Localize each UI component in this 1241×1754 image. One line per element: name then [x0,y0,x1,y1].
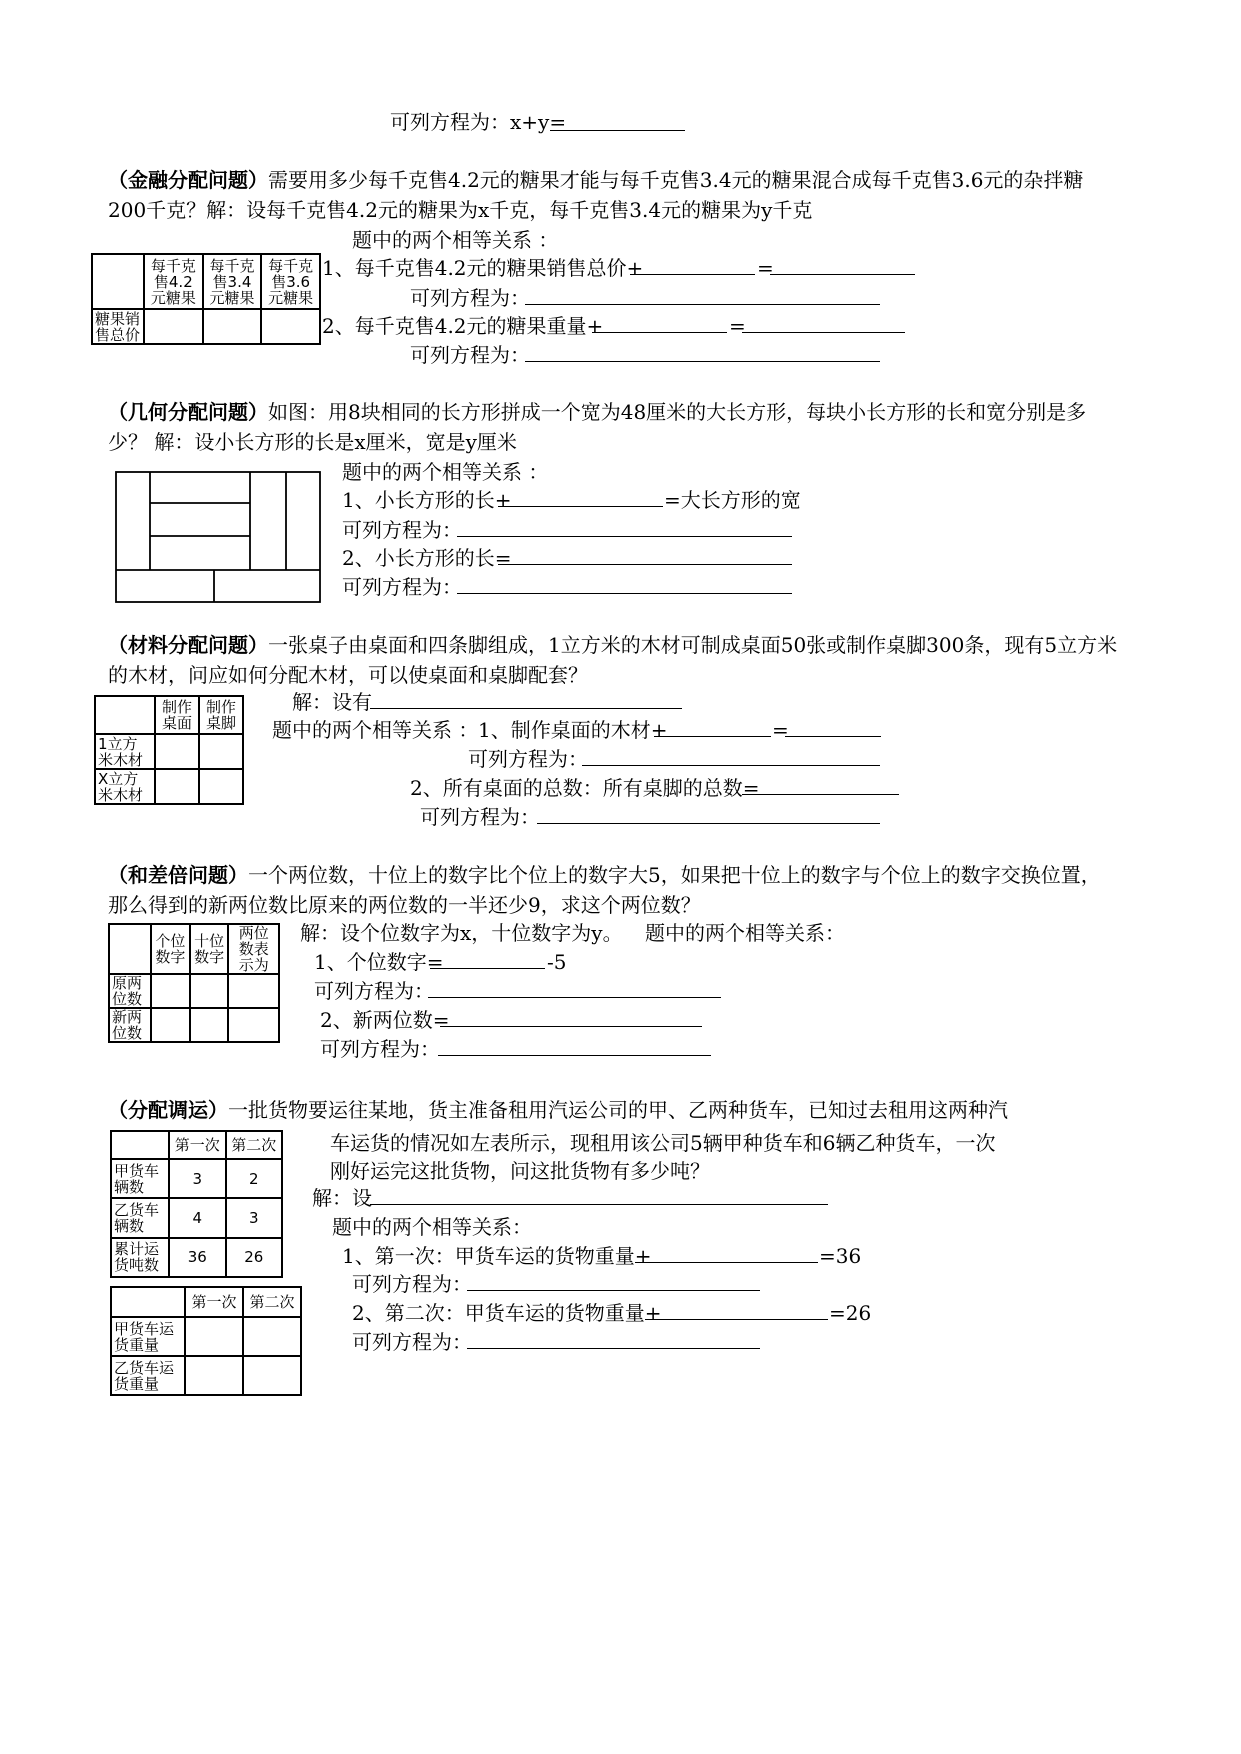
answer-blank[interactable] [440,1026,702,1027]
table-cell: 3 [226,1198,283,1237]
table-row-label: X立方米木材 [95,769,155,804]
solution-prompt: 解：设有 [292,690,372,714]
answer-blank[interactable] [467,1348,760,1349]
problem-tag: （金融分配问题） [108,168,268,192]
answer-blank[interactable] [370,1204,828,1205]
answer-blank[interactable] [430,968,545,969]
equation-prompt: 可列方程为： [342,518,462,542]
problem-text: 需要用多少每千克售4.2元的糖果才能与每千克售3.4元的糖果混合成每千克售3.6元的杂拌糖200千克？解：设每千克售4.2元的糖果为x千克，每千克售3.4元的糖果为y千克 [108,168,1084,222]
problem-tag: （和差倍问题） [108,863,248,887]
table-header: 每千克售4.2元糖果 [144,254,203,309]
equals-sign: = [772,718,789,742]
table-row-label: 乙货车运货重量 [111,1356,185,1395]
table-row-label: 乙货车辆数 [111,1198,169,1237]
equals-sign: = [729,314,746,338]
answer-blank[interactable] [525,304,880,305]
answer-blank[interactable] [785,736,881,737]
relation-2: 2、所有桌面的总数：所有桌脚的总数= [410,776,760,800]
equation-prompt: 可列方程为： [352,1330,472,1354]
answer-blank[interactable] [770,274,915,275]
table-cell[interactable] [144,309,203,344]
table-header: 第一次 [185,1287,243,1317]
table-corner [111,1131,169,1159]
answer-blank[interactable] [438,1055,711,1056]
table-cell[interactable] [243,1317,301,1356]
table-header: 个位数字 [151,924,190,974]
table-row-label: 新两位数 [109,1008,151,1042]
answer-blank[interactable] [550,130,685,131]
table-cell[interactable] [190,1008,229,1042]
table-corner [109,924,151,974]
problem-tag: （分配调运） [108,1098,228,1122]
table-cell[interactable] [155,734,199,769]
answer-blank[interactable] [457,536,792,537]
table-cell: 4 [169,1198,226,1237]
table-cell: 3 [169,1159,226,1198]
relation-1-rhs: =大长方形的宽 [664,488,801,512]
equation-prompt: 可列方程为： [410,343,530,367]
table-cell[interactable] [185,1356,243,1395]
table-cell[interactable] [203,309,262,344]
answer-blank[interactable] [428,997,721,998]
equation-prompt: 可列方程为： [352,1272,472,1296]
problem-finance [108,165,1118,225]
table-header: 制作桌面 [155,696,199,734]
table-cell[interactable] [151,1008,190,1042]
relation-1: 1、第一次：甲货车运的货物重量+ [342,1244,652,1268]
candy-table [91,253,321,345]
table-header: 第二次 [243,1287,301,1317]
problem-tag: （材料分配问题） [108,633,268,657]
table-header: 制作桌脚 [199,696,243,734]
relations-heading: 题中的两个相等关系 ： [342,460,549,484]
table-cell[interactable] [199,734,243,769]
answer-blank[interactable] [742,794,899,795]
problem-text: 如图：用8块相同的长方形拼成一个宽为48厘米的大长方形，每块小长方形的长和宽分别是多少？ 解：设小长方形的长是x厘米，宽是y厘米 [108,400,1087,454]
table-cell: 2 [226,1159,283,1198]
table-header: 十位数字 [190,924,229,974]
table-header: 两位数表示为 [228,924,279,974]
answer-blank[interactable] [630,274,755,275]
table-row-label: 累计运货吨数 [111,1238,169,1277]
table-cell[interactable] [261,309,320,344]
relation-2-rhs: =26 [829,1301,872,1325]
table-cell[interactable] [185,1317,243,1356]
relation-1: 1、个位数字= [314,950,444,974]
relation-1: 1、小长方形的长+ [342,488,512,512]
table-row-label: 甲货车运货重量 [111,1317,185,1356]
table-header: 每千克售3.6元糖果 [261,254,320,309]
problem-text-line2: 车运货的情况如左表所示，现租用该公司5辆甲种货车和6辆乙种货车，一次 [330,1131,996,1155]
relations-heading: 题中的两个相等关系 ： [352,228,559,252]
problem-digits [108,860,1118,920]
relation-1: 1、制作桌面的木材+ [478,718,668,742]
table-cell[interactable] [199,769,243,804]
table-cell: 26 [226,1238,283,1277]
rectangle-figure [114,470,324,605]
answer-blank[interactable] [457,593,792,594]
answer-blank[interactable] [645,1319,828,1320]
problem-transport [108,1095,1008,1125]
table-cell[interactable] [243,1356,301,1395]
relations-heading: 题中的两个相等关系： [645,921,845,945]
material-table [94,695,244,805]
truck-weight-table [110,1286,302,1396]
relation-1-rhs: -5 [547,950,567,974]
solution-prompt: 解：设 [312,1186,372,1210]
table-corner [111,1287,185,1317]
table-row-label: 糖果销售总价 [92,309,144,344]
equation-prompt: 可列方程为： [410,286,530,310]
relations-heading: 题中的两个相等关系 ： [272,718,479,742]
equation-prompt: 可列方程为： [320,1037,440,1061]
table-cell: 36 [169,1238,226,1277]
relation-2: 2、新两位数= [320,1008,450,1032]
table-cell[interactable] [151,974,190,1008]
digits-table [108,923,280,1043]
truck-history-table [110,1130,283,1278]
relation-2: 2、第二次：甲货车运的货物重量+ [352,1301,662,1325]
answer-blank[interactable] [582,765,880,766]
answer-blank[interactable] [635,1262,818,1263]
problem-tag: （几何分配问题） [108,400,268,424]
table-corner [92,254,144,309]
answer-blank[interactable] [498,506,663,507]
relation-2: 2、每千克售4.2元的糖果重量+ [322,314,604,338]
table-header: 第一次 [169,1131,226,1159]
answer-blank[interactable] [742,332,905,333]
table-cell[interactable] [228,974,279,1008]
answer-blank[interactable] [467,1290,760,1291]
equals-sign: = [757,256,774,280]
problem-text: 一批货物要运往某地，货主准备租用汽运公司的甲、乙两种货车，已知过去租用这两种汽 [228,1098,1008,1122]
equation-prompt: 可列方程为： [468,747,588,771]
problem-material [108,630,1118,690]
equation-prompt: 可列方程为： [420,805,540,829]
table-cell[interactable] [190,974,229,1008]
table-row-label: 1立方米木材 [95,734,155,769]
table-cell[interactable] [228,1008,279,1042]
problem-text: 一张桌子由桌面和四条脚组成，1立方米的木材可制成桌面50张或制作桌脚300条，现有5立方米的木材，问应如何分配木材，可以使桌面和桌脚配套？ [108,633,1118,687]
answer-blank[interactable] [592,332,727,333]
top-equation-prompt: 可列方程为：x+y= [390,110,567,134]
solution-setup: 解：设个位数字为x，十位数字为y。 [300,921,623,945]
answer-blank[interactable] [370,708,682,709]
problem-geometry [108,397,1118,457]
table-cell[interactable] [155,769,199,804]
relation-1-rhs: =36 [819,1244,862,1268]
answer-blank[interactable] [537,823,880,824]
table-row-label: 甲货车辆数 [111,1159,169,1198]
answer-blank[interactable] [525,361,880,362]
table-row-label: 原两位数 [109,974,151,1008]
answer-blank[interactable] [498,564,792,565]
table-header: 第二次 [226,1131,283,1159]
table-corner [95,696,155,734]
table-header: 每千克售3.4元糖果 [203,254,262,309]
relation-2: 2、小长方形的长= [342,546,512,570]
equation-prompt: 可列方程为： [314,979,434,1003]
equation-prompt: 可列方程为： [342,575,462,599]
problem-text: 一个两位数，十位上的数字比个位上的数字大5，如果把十位上的数字与个位上的数字交换位置，那么得到的新两位数比原来的两位数的一半还少9，求这个两位数？ [108,863,1101,917]
answer-blank[interactable] [654,736,771,737]
problem-text-line3: 刚好运完这批货物，问这批货物有多少吨？ [330,1159,710,1183]
relations-heading: 题中的两个相等关系： [332,1215,532,1239]
relation-1: 1、每千克售4.2元的糖果销售总价+ [322,256,644,280]
